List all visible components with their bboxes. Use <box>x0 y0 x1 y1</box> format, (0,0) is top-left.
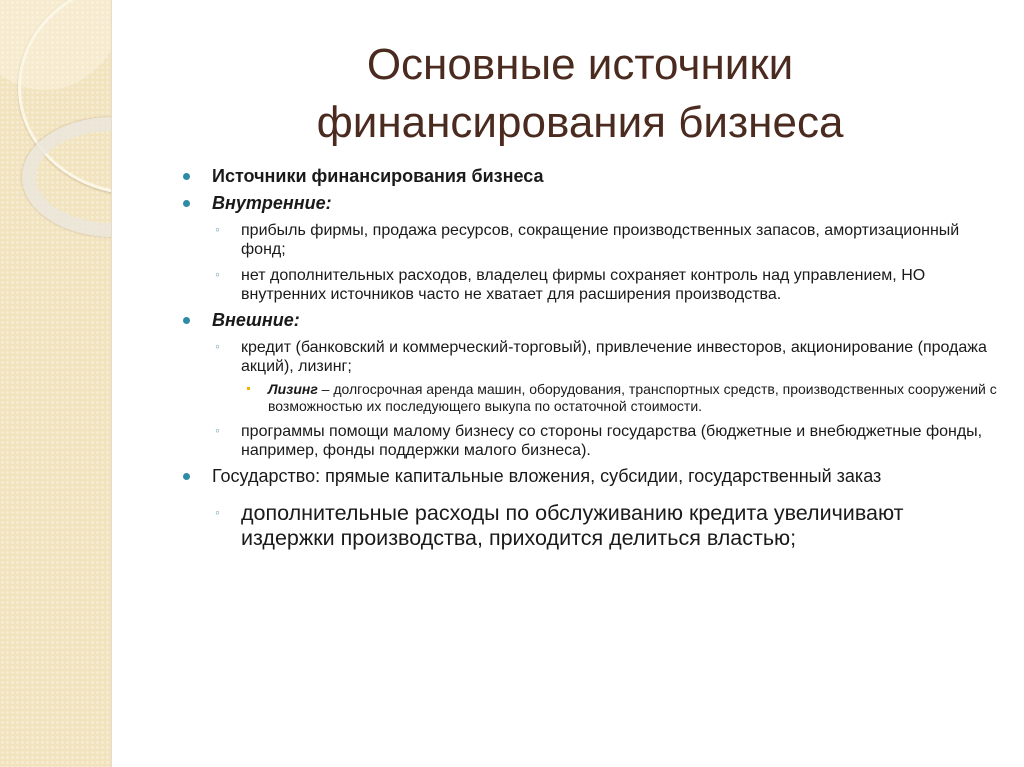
list-item: ◦ дополнительные расходы по обслуживанию кредита увеличивают издержки производства, приходится делиться властью; <box>180 501 1000 551</box>
list-item: ◦ нет дополнительных расходов, владелец фирмы сохраняет контроль над управлением, НО внутренних источников часто не хватает для расширения производства. <box>180 266 1000 304</box>
list-item: ◦ прибыль фирмы, продажа ресурсов, сокращение производственных запасов, амортизационный фонд; <box>180 221 1000 259</box>
slide-title <box>150 36 1010 152</box>
list-item: ◦ программы помощи малому бизнесу со стороны государства (бюджетные и внебюджетные фонды, например, фонды поддержки малого бизнеса). <box>180 422 1000 460</box>
heading-text: Источники финансирования бизнеса <box>212 166 544 186</box>
decorative-side-strip <box>0 0 112 767</box>
internal-heading: Внутренние: <box>212 193 332 213</box>
leasing-definition: – долгосрочная аренда машин, оборудования, транспортных средств, производственных сооружений с возможностью их последующего выкупа по остаточной стоимости. <box>268 381 997 414</box>
list-item <box>180 310 1000 331</box>
leasing-term: Лизинг <box>268 381 318 397</box>
slide-body <box>180 160 1000 551</box>
list-item <box>180 381 1000 415</box>
list-item: Государство: прямые капитальные вложения, субсидии, государственный заказ <box>180 466 1000 487</box>
title-line: Основные источники <box>366 40 794 89</box>
list-item: ◦ кредит (банковский и коммерческий-торговый), привлечение инвесторов, акционирование (продажа акций), лизинг; <box>180 338 1000 376</box>
list-item <box>180 193 1000 214</box>
external-heading: Внешние: <box>212 310 300 330</box>
list-item <box>180 166 1000 187</box>
title-line: финансирования бизнеса <box>316 98 844 147</box>
